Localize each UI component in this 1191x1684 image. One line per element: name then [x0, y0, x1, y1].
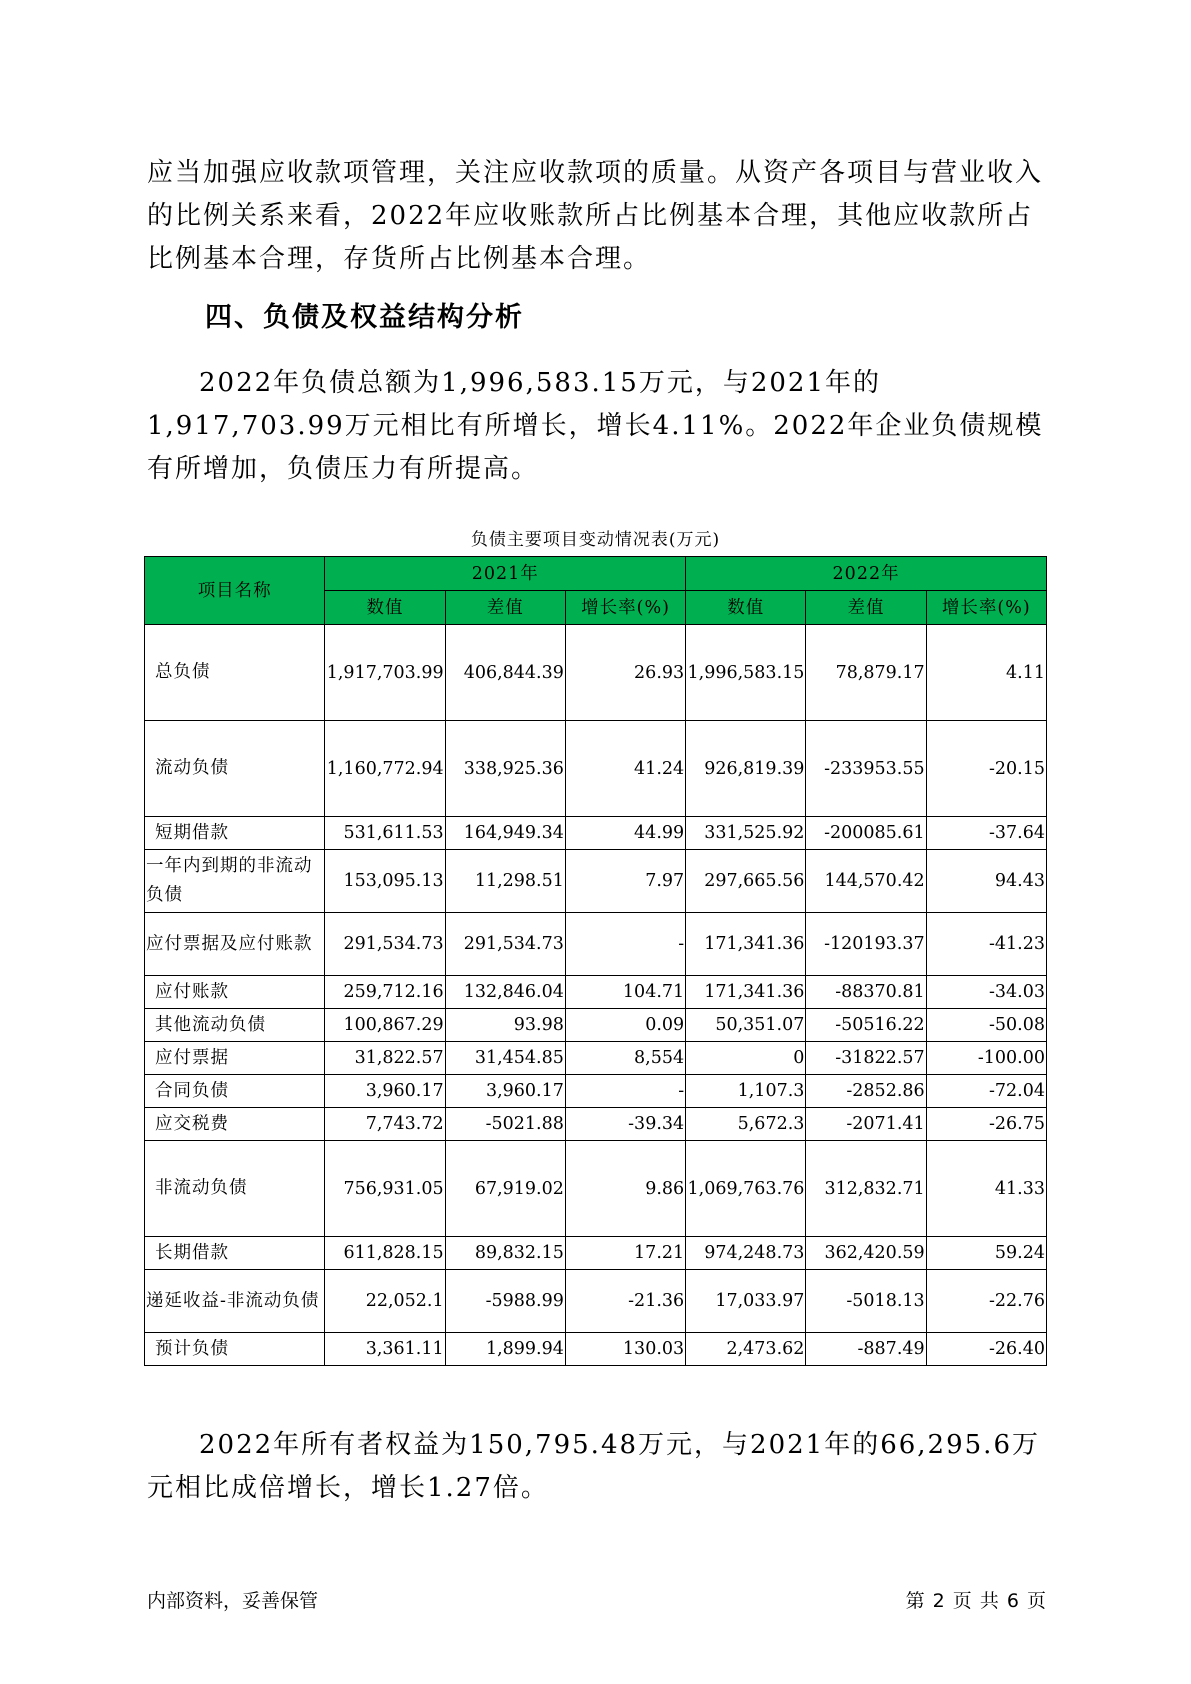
cell-2022-value: 297,665.56 [686, 850, 806, 913]
cell-2021-value: 7,743.72 [325, 1108, 445, 1141]
cell-2021-value: 291,534.73 [325, 913, 445, 976]
row-item-name: 短期借款 [145, 817, 325, 850]
cell-2022-growth: -100.00 [926, 1042, 1046, 1075]
cell-2022-diff: -120193.37 [806, 913, 926, 976]
cell-2022-diff: -2852.86 [806, 1075, 926, 1108]
cell-2021-growth: 104.71 [565, 976, 685, 1009]
row-item-name: 应付账款 [145, 976, 325, 1009]
liability-table [144, 556, 1047, 1366]
cell-2021-growth: 130.03 [565, 1333, 685, 1366]
table-row [145, 1333, 1047, 1366]
cell-2021-diff: 406,844.39 [445, 625, 565, 721]
cell-2022-growth: -34.03 [926, 976, 1046, 1009]
cell-2021-value: 22,052.1 [325, 1270, 445, 1333]
intro-paragraph: 应当加强应收款项管理，关注应收款项的质量。从资产各项目与营业收入的比例关系来看，2022年应收账款所占比例基本合理，其他应收款所占比例基本合理，存货所占比例基本合理。 [147, 158, 1044, 274]
cell-2021-growth: 9.86 [565, 1141, 685, 1237]
cell-2022-value: 974,248.73 [686, 1237, 806, 1270]
header-year-2022: 2022年 [686, 557, 1047, 591]
table-row [145, 625, 1047, 721]
cell-2021-diff: 67,919.02 [445, 1141, 565, 1237]
cell-2022-growth: -20.15 [926, 721, 1046, 817]
header-2022-growth: 增长率(%) [926, 591, 1046, 625]
cell-2021-diff: 11,298.51 [445, 850, 565, 913]
row-item-name: 非流动负债 [145, 1141, 325, 1237]
cell-2022-diff: -31822.57 [806, 1042, 926, 1075]
cell-2021-growth: 8,554 [565, 1042, 685, 1075]
cell-2021-diff: 89,832.15 [445, 1237, 565, 1270]
cell-2022-diff: -50516.22 [806, 1009, 926, 1042]
cell-2022-growth: -50.08 [926, 1009, 1046, 1042]
footer-confidential-note: 内部资料，妥善保管 [147, 1590, 319, 1612]
cell-2022-growth: -26.40 [926, 1333, 1046, 1366]
cell-2022-diff: 362,420.59 [806, 1237, 926, 1270]
cell-2022-value: 1,069,763.76 [686, 1141, 806, 1237]
cell-2022-growth: -22.76 [926, 1270, 1046, 1333]
row-item-name: 应付票据 [145, 1042, 325, 1075]
row-item-name: 递延收益-非流动负债 [145, 1270, 325, 1333]
row-item-name: 应交税费 [145, 1108, 325, 1141]
table-body [145, 625, 1047, 1366]
cell-2021-value: 3,361.11 [325, 1333, 445, 1366]
cell-2021-value: 259,712.16 [325, 976, 445, 1009]
cell-2021-value: 100,867.29 [325, 1009, 445, 1042]
table-row [145, 913, 1047, 976]
cell-2021-growth: -21.36 [565, 1270, 685, 1333]
cell-2022-growth: -41.23 [926, 913, 1046, 976]
cell-2022-growth: 41.33 [926, 1141, 1046, 1237]
cell-2021-value: 1,160,772.94 [325, 721, 445, 817]
cell-2021-growth: 7.97 [565, 850, 685, 913]
cell-2022-diff: -88370.81 [806, 976, 926, 1009]
cell-2021-diff: 132,846.04 [445, 976, 565, 1009]
header-2021-diff: 差值 [445, 591, 565, 625]
cell-2022-diff: 144,570.42 [806, 850, 926, 913]
cell-2022-value: 5,672.3 [686, 1108, 806, 1141]
cell-2021-diff: -5988.99 [445, 1270, 565, 1333]
cell-2022-growth: 4.11 [926, 625, 1046, 721]
row-item-name: 其他流动负债 [145, 1009, 325, 1042]
cell-2021-value: 153,095.13 [325, 850, 445, 913]
row-item-name: 预计负债 [145, 1333, 325, 1366]
cell-2022-diff: -233953.55 [806, 721, 926, 817]
cell-2022-value: 2,473.62 [686, 1333, 806, 1366]
cell-2022-value: 0 [686, 1042, 806, 1075]
cell-2021-growth: 44.99 [565, 817, 685, 850]
section-heading: 四、负债及权益结构分析 [205, 302, 524, 333]
table-row [145, 1108, 1047, 1141]
row-item-name: 长期借款 [145, 1237, 325, 1270]
cell-2022-growth: -26.75 [926, 1108, 1046, 1141]
cell-2022-diff: -200085.61 [806, 817, 926, 850]
cell-2022-value: 1,996,583.15 [686, 625, 806, 721]
cell-2021-diff: 164,949.34 [445, 817, 565, 850]
table-row [145, 850, 1047, 913]
cell-2021-diff: -5021.88 [445, 1108, 565, 1141]
cell-2021-value: 611,828.15 [325, 1237, 445, 1270]
liability-summary-paragraph: 2022年负债总额为1,996,583.15万元，与2021年的1,917,703.99万元相比有所增长，增长4.11%。2022年企业负债规模有所增加，负债压力有所提高。 [147, 368, 1044, 484]
cell-2021-growth: - [565, 1075, 685, 1108]
table-row [145, 1270, 1047, 1333]
cell-2021-growth: 26.93 [565, 625, 685, 721]
equity-summary-paragraph: 2022年所有者权益为150,795.48万元，与2021年的66,295.6万元相比成倍增长，增长1.27倍。 [147, 1430, 1040, 1503]
row-item-name: 应付票据及应付账款 [145, 913, 325, 976]
cell-2022-diff: 312,832.71 [806, 1141, 926, 1237]
row-item-name: 一年内到期的非流动负债 [145, 850, 325, 913]
cell-2022-value: 1,107.3 [686, 1075, 806, 1108]
table-row [145, 1009, 1047, 1042]
header-item-name: 项目名称 [145, 557, 325, 625]
header-2022-value: 数值 [686, 591, 806, 625]
cell-2021-value: 531,611.53 [325, 817, 445, 850]
table-row [145, 721, 1047, 817]
cell-2022-diff: 78,879.17 [806, 625, 926, 721]
header-2021-value: 数值 [325, 591, 445, 625]
cell-2021-value: 756,931.05 [325, 1141, 445, 1237]
cell-2022-value: 50,351.07 [686, 1009, 806, 1042]
row-item-name: 流动负债 [145, 721, 325, 817]
table-caption: 负债主要项目变动情况表(万元) [470, 530, 721, 550]
cell-2021-growth: 41.24 [565, 721, 685, 817]
cell-2022-growth: -72.04 [926, 1075, 1046, 1108]
cell-2022-diff: -5018.13 [806, 1270, 926, 1333]
footer-page-number: 第 2 页 共 6 页 [905, 1590, 1047, 1612]
header-2021-growth: 增长率(%) [565, 591, 685, 625]
cell-2022-value: 17,033.97 [686, 1270, 806, 1333]
cell-2021-value: 1,917,703.99 [325, 625, 445, 721]
cell-2021-diff: 291,534.73 [445, 913, 565, 976]
table-row [145, 1141, 1047, 1237]
table-row [145, 976, 1047, 1009]
cell-2021-value: 31,822.57 [325, 1042, 445, 1075]
table-row [145, 817, 1047, 850]
cell-2021-diff: 31,454.85 [445, 1042, 565, 1075]
cell-2021-growth: 0.09 [565, 1009, 685, 1042]
cell-2021-diff: 1,899.94 [445, 1333, 565, 1366]
cell-2022-value: 171,341.36 [686, 976, 806, 1009]
cell-2021-growth: -39.34 [565, 1108, 685, 1141]
header-2022-diff: 差值 [806, 591, 926, 625]
cell-2022-growth: -37.64 [926, 817, 1046, 850]
table-row [145, 1075, 1047, 1108]
cell-2022-diff: -887.49 [806, 1333, 926, 1366]
row-item-name: 合同负债 [145, 1075, 325, 1108]
cell-2022-value: 926,819.39 [686, 721, 806, 817]
cell-2021-diff: 93.98 [445, 1009, 565, 1042]
table-row [145, 1042, 1047, 1075]
cell-2021-growth: - [565, 913, 685, 976]
cell-2022-growth: 94.43 [926, 850, 1046, 913]
table-row [145, 1237, 1047, 1270]
cell-2022-diff: -2071.41 [806, 1108, 926, 1141]
cell-2022-growth: 59.24 [926, 1237, 1046, 1270]
cell-2022-value: 331,525.92 [686, 817, 806, 850]
cell-2022-value: 171,341.36 [686, 913, 806, 976]
cell-2021-diff: 3,960.17 [445, 1075, 565, 1108]
row-item-name: 总负债 [145, 625, 325, 721]
cell-2021-diff: 338,925.36 [445, 721, 565, 817]
header-year-2021: 2021年 [325, 557, 686, 591]
cell-2021-value: 3,960.17 [325, 1075, 445, 1108]
cell-2021-growth: 17.21 [565, 1237, 685, 1270]
